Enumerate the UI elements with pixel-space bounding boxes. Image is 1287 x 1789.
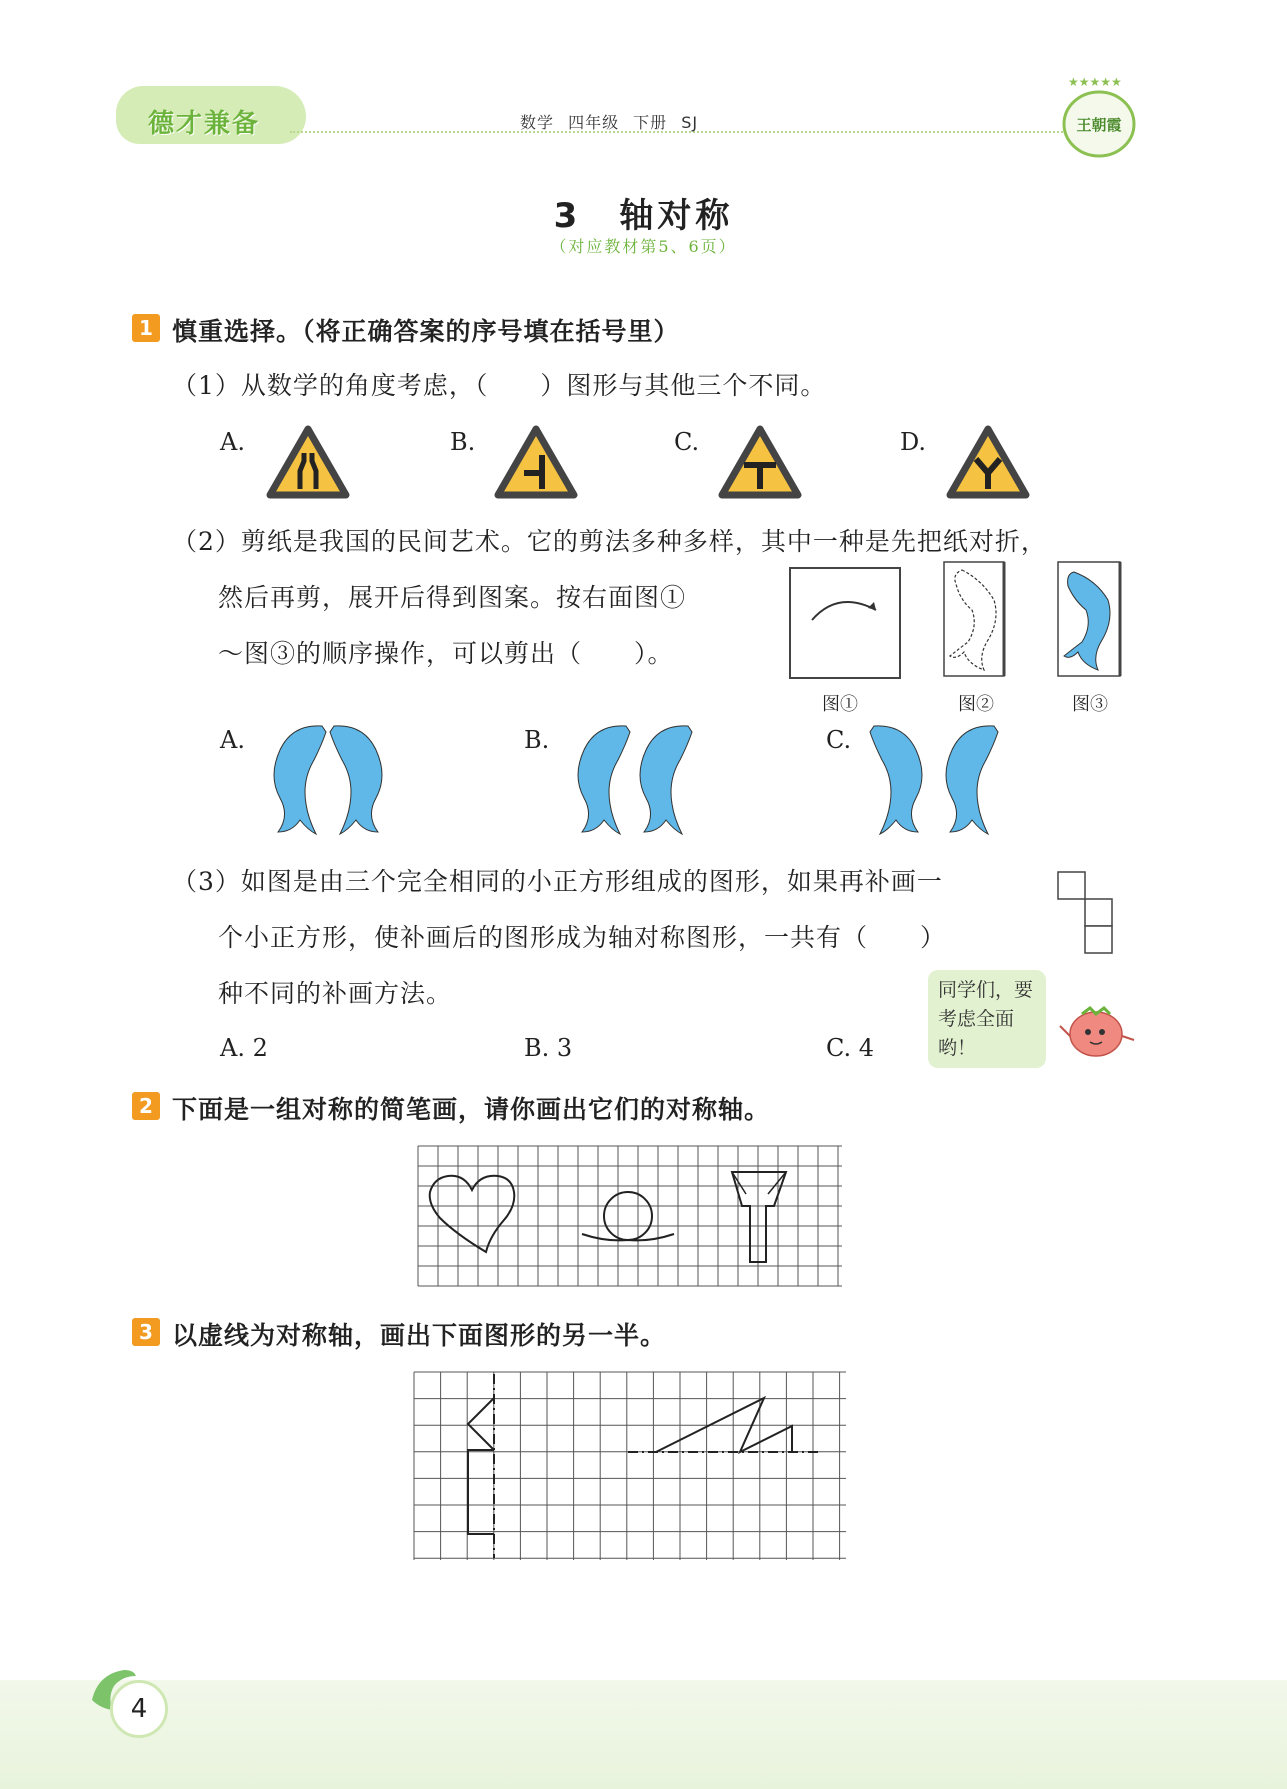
page-number: 4	[110, 1680, 168, 1738]
q1-part2-line1: （2）剪纸是我国的民间艺术。它的剪法多种多样，其中一种是先把纸对折，	[172, 527, 1047, 556]
question-number-3: 3	[132, 1318, 160, 1346]
question-number-2: 2	[132, 1092, 160, 1120]
figure-1-folded-paper	[788, 566, 902, 680]
figure-2-dolphin-outline	[942, 560, 1008, 680]
tip-line-2: 考虑全面	[938, 1008, 1015, 1030]
footer-band	[0, 1680, 1287, 1789]
q1-part2-line2: 然后再剪，展开后得到图案。按右面图①	[218, 583, 687, 612]
q1-p1-option-d: D.	[900, 428, 927, 456]
page-title: 3 轴对称	[553, 196, 734, 236]
dolphin-pair-same	[566, 720, 696, 840]
q1-part3-line3: 种不同的补画方法。	[218, 979, 453, 1008]
figure-1-caption: 图①	[822, 694, 858, 715]
question-1-title: 慎重选择。（将正确答案的序号填在括号里）	[172, 317, 680, 346]
page-subtitle: （对应教材第5、6页）	[550, 237, 737, 256]
q1-p2-option-b: B.	[524, 726, 550, 754]
q1-p3-option-a: A. 2	[220, 1034, 268, 1062]
figure-3-dolphin-cut	[1056, 560, 1126, 680]
q1-p1-option-a: A.	[220, 428, 245, 456]
q1-p1-option-c: C.	[674, 428, 700, 456]
q1-p2-option-c: C.	[826, 726, 852, 754]
q1-part1-text: （1）从数学的角度考虑，（ ）图形与其他三个不同。	[172, 371, 827, 400]
figure-3-caption: 图③	[1072, 694, 1108, 715]
publisher-logo	[1058, 74, 1140, 166]
publisher-logo-text: 王朝霞	[1076, 116, 1122, 134]
strawberry-mascot	[1058, 1000, 1138, 1062]
sign-y-junction	[946, 425, 1030, 499]
sign-t-junction	[718, 425, 802, 499]
q1-part3-line2: 个小正方形，使补画后的图形成为轴对称图形，一共有（ ）	[218, 923, 947, 952]
sign-road-narrows	[266, 425, 350, 499]
q1-part2-line3: ～图③的顺序操作，可以剪出（ ）。	[218, 639, 674, 668]
dolphin-pair-back	[868, 720, 1000, 840]
q1-p2-option-a: A.	[220, 726, 245, 754]
question-2-title: 下面是一组对称的简笔画，请你画出它们的对称轴。	[172, 1095, 771, 1124]
three-squares-figure	[1056, 870, 1114, 958]
svg-text:★★★★★: ★★★★★	[1068, 75, 1122, 89]
q1-part3-line1: （3）如图是由三个完全相同的小正方形组成的图形，如果再补画一	[172, 867, 943, 896]
figure-2-caption: 图②	[958, 694, 994, 715]
brand-title: 德才兼备	[148, 109, 261, 139]
tip-bubble	[928, 970, 1046, 1068]
tip-line-1: 同学们，要	[938, 979, 1034, 1001]
question-number-1: 1	[132, 314, 160, 342]
question-3-title: 以虚线为对称轴，画出下面图形的另一半。	[172, 1321, 667, 1350]
q3-grid-drawings	[412, 1370, 848, 1562]
q2-grid-drawings	[416, 1144, 844, 1288]
q1-p3-option-b: B. 3	[524, 1034, 573, 1062]
q1-p3-option-c: C. 4	[826, 1034, 875, 1062]
q1-p1-option-b: B.	[450, 428, 476, 456]
tip-line-3: 哟！	[938, 1037, 977, 1059]
book-info: 数学 四年级 下册 SJ	[520, 113, 699, 132]
dolphin-pair-facing	[262, 720, 394, 840]
sign-t-junction-left	[494, 425, 578, 499]
